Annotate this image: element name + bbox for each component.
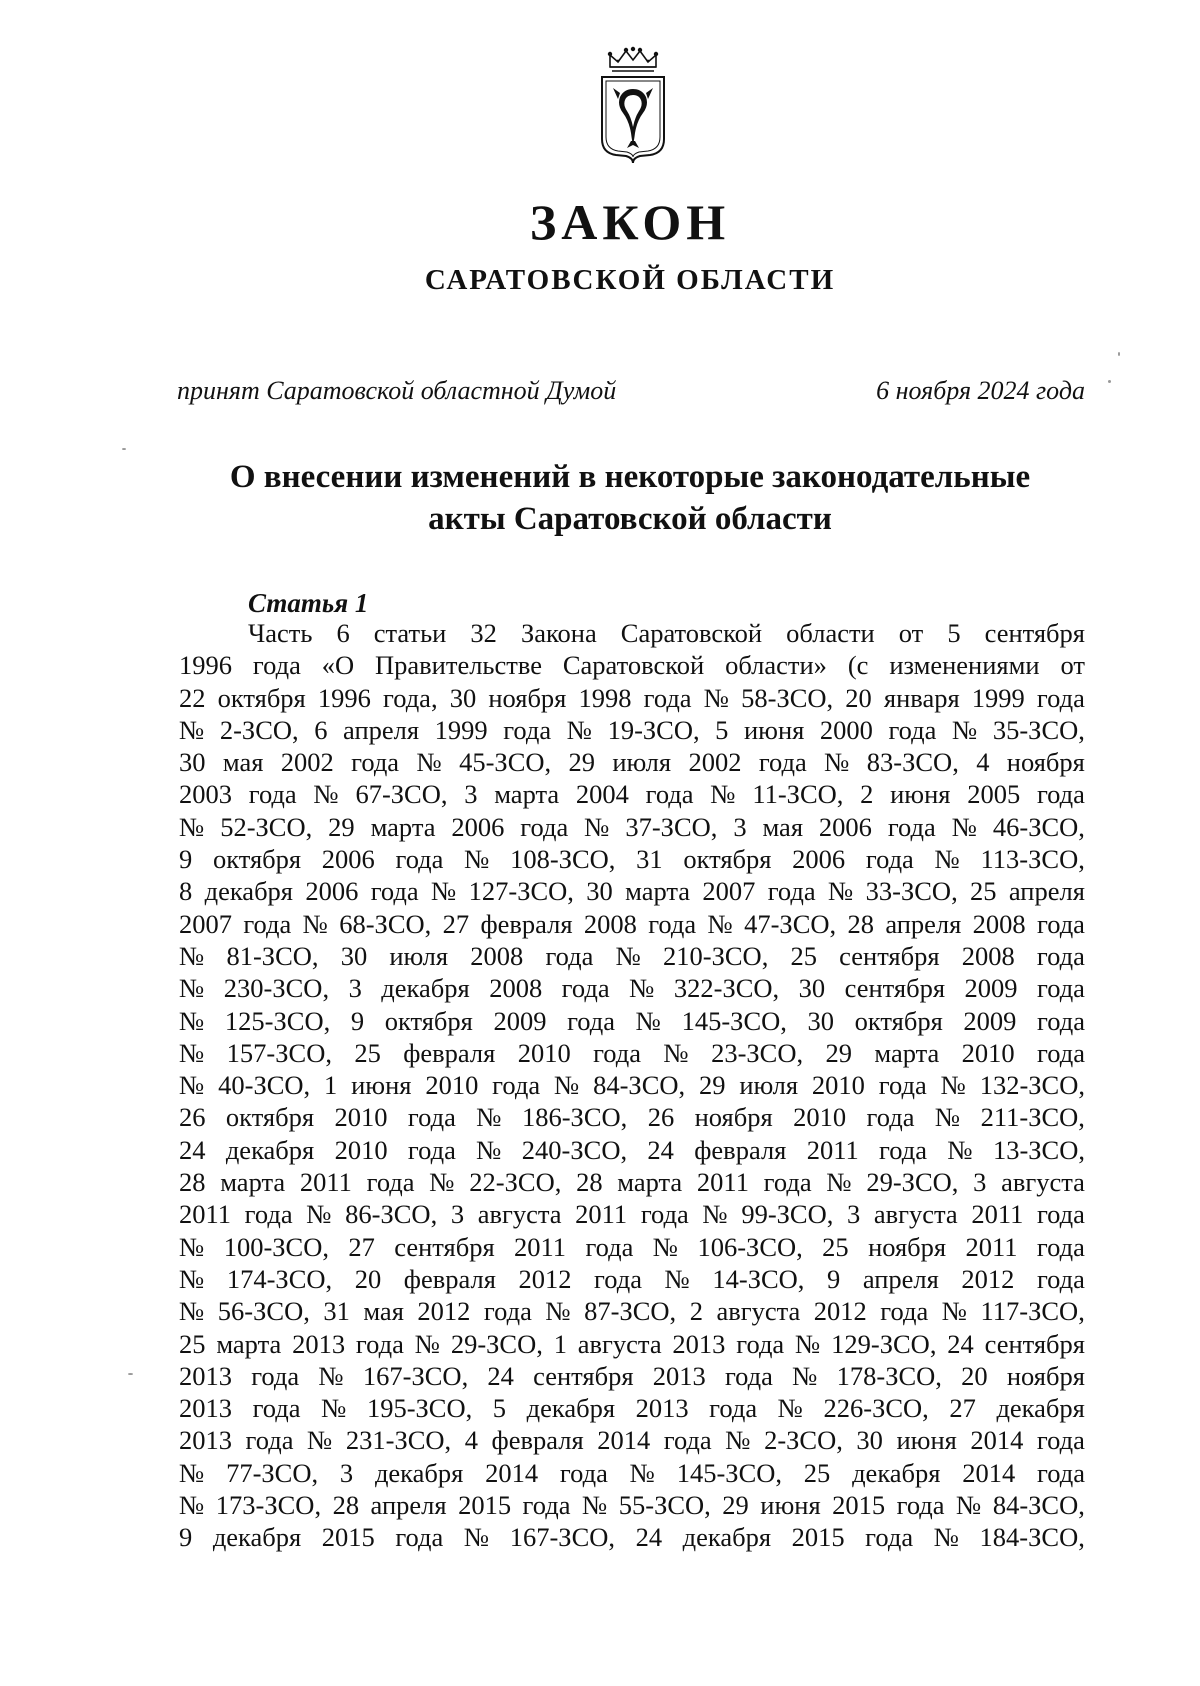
body-line: 28 марта 2011 года № 22-ЗСО, 28 марта 2011 года № 29-ЗСО, 3 августа — [179, 1167, 1085, 1198]
body-line: 1996 года «О Правительстве Саратовской области» (с изменениями от — [179, 650, 1085, 681]
body-line: 9 октября 2006 года № 108-ЗСО, 31 октября 2006 года № 113-ЗСО, — [179, 844, 1085, 875]
adopted-by: принят Саратовской областной Думой — [177, 376, 617, 405]
adoption-date: 6 ноября 2024 года — [876, 376, 1085, 405]
body-line: № 100-ЗСО, 27 сентября 2011 года № 106-ЗСО, 25 ноября 2011 года — [179, 1231, 1085, 1262]
law-title: ЗАКОН — [529, 194, 731, 250]
body-line: № 174-ЗСО, 20 февраля 2012 года № 14-ЗСО, 9 апреля 2012 года — [179, 1263, 1085, 1294]
body-line: № 40-ЗСО, 1 июня 2010 года № 84-ЗСО, 29 июля 2010 года № 132-ЗСО, — [179, 1070, 1085, 1101]
body-line: 2013 года № 231-ЗСО, 4 февраля 2014 года № 2-ЗСО, 30 июня 2014 года — [179, 1425, 1085, 1456]
body-line: 25 марта 2013 года № 29-ЗСО, 1 августа 2013 года № 129-ЗСО, 24 сентября — [179, 1328, 1085, 1359]
body-line: № 230-ЗСО, 3 декабря 2008 года № 322-ЗСО, 30 сентября 2009 года — [179, 973, 1085, 1004]
article-heading: Статья 1 — [248, 588, 369, 618]
body-line: № 157-ЗСО, 25 февраля 2010 года № 23-ЗСО, 29 марта 2010 года — [179, 1037, 1085, 1068]
body-line: 2007 года № 68-ЗСО, 27 февраля 2008 года № 47-ЗСО, 28 апреля 2008 года — [179, 908, 1085, 939]
body-line: № 52-ЗСО, 29 марта 2006 года № 37-ЗСО, 3 мая 2006 года № 46-ЗСО, — [179, 811, 1085, 842]
body-line: 2003 года № 67-ЗСО, 3 марта 2004 года № 11-ЗСО, 2 июня 2005 года — [179, 779, 1085, 810]
body-line: 24 декабря 2010 года № 240-ЗСО, 24 февраля 2011 года № 13-ЗСО, — [179, 1134, 1085, 1165]
law-subject — [150, 456, 1110, 540]
subject-line-1: О внесении изменений в некоторые законодательные — [229, 459, 1031, 495]
scan-speck — [1118, 352, 1120, 356]
scan-speck — [122, 448, 126, 450]
body-line: 30 мая 2002 года № 45-ЗСО, 29 июля 2002 года № 83-ЗСО, 4 ноября — [179, 747, 1085, 778]
adoption-line — [177, 374, 1085, 408]
body-line: № 173-ЗСО, 28 апреля 2015 года № 55-ЗСО, 29 июня 2015 года № 84-ЗСО, — [179, 1490, 1085, 1521]
region-subtitle: САРАТОВСКОЙ ОБЛАСТИ — [424, 264, 836, 296]
body-line: Часть 6 статьи 32 Закона Саратовской области от 5 сентября — [248, 618, 1085, 648]
body-line: № 56-ЗСО, 31 мая 2012 года № 87-ЗСО, 2 августа 2012 года № 117-ЗСО, — [179, 1296, 1085, 1327]
body-line: № 77-ЗСО, 3 декабря 2014 года № 145-ЗСО, 25 декабря 2014 года — [179, 1457, 1085, 1488]
body-line: № 2-ЗСО, 6 апреля 1999 года № 19-ЗСО, 5 июня 2000 года № 35-ЗСО, — [179, 714, 1085, 745]
body-line: 2013 года № 167-ЗСО, 24 сентября 2013 года № 178-ЗСО, 20 ноября — [179, 1360, 1085, 1391]
subject-line-2: акты Саратовской области — [428, 501, 832, 537]
body-line: 22 октября 1996 года, 30 ноября 1998 года № 58-ЗСО, 20 января 1999 года — [179, 682, 1085, 713]
body-line: 26 октября 2010 года № 186-ЗСО, 26 ноября 2010 года № 211-ЗСО, — [179, 1102, 1085, 1133]
body-line: № 125-ЗСО, 9 октября 2009 года № 145-ЗСО, 30 октября 2009 года — [179, 1005, 1085, 1036]
body-line: 2011 года № 86-ЗСО, 3 августа 2011 года № 99-ЗСО, 3 августа 2011 года — [179, 1199, 1085, 1230]
scan-speck — [128, 1373, 133, 1375]
body-line: 2013 года № 195-ЗСО, 5 декабря 2013 года № 226-ЗСО, 27 декабря — [179, 1393, 1085, 1424]
scan-speck — [1108, 380, 1111, 383]
body-line: 9 декабря 2015 года № 167-ЗСО, 24 декабря 2015 года № 184-ЗСО, — [179, 1522, 1085, 1553]
body-line: 8 декабря 2006 года № 127-ЗСО, 30 марта 2007 года № 33-ЗСО, 25 апреля — [179, 876, 1085, 907]
body-line: № 81-ЗСО, 30 июля 2008 года № 210-ЗСО, 25 сентября 2008 года — [179, 940, 1085, 971]
article-body — [179, 617, 1085, 1554]
saratov-coat-of-arms-icon — [596, 45, 670, 165]
